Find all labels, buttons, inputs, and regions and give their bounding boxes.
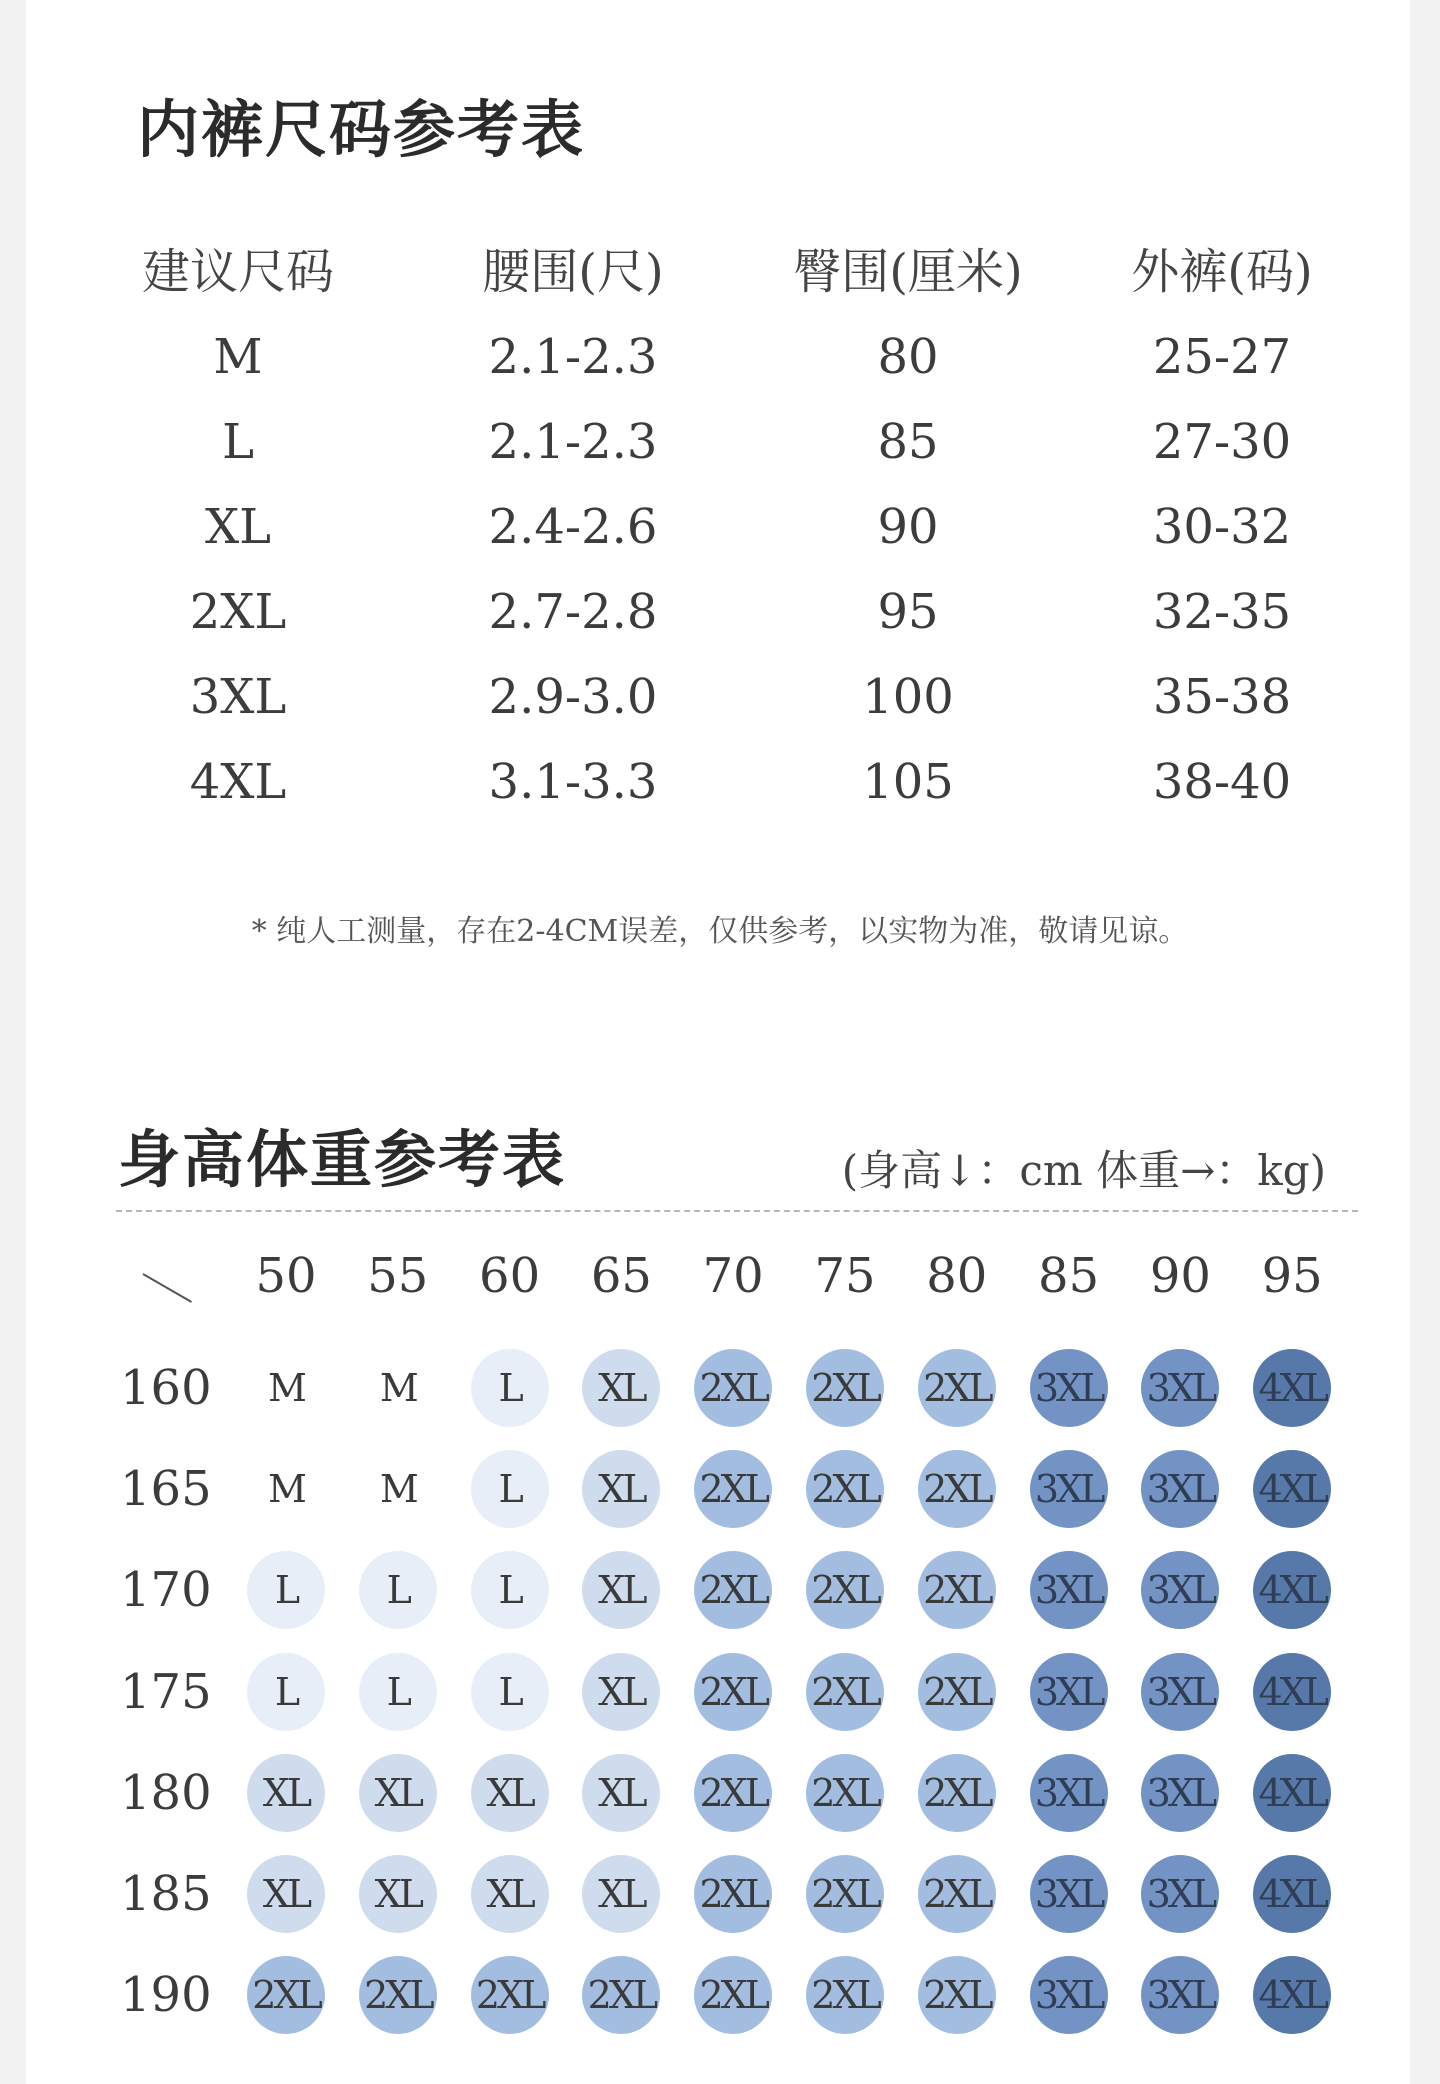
size-table-row bbox=[0, 750, 1440, 835]
header-size: 建议尺码 bbox=[141, 244, 334, 300]
height-label: 165 bbox=[120, 1461, 212, 1518]
size-cell: XL bbox=[204, 499, 272, 555]
header-pants: 外裤(码) bbox=[1131, 244, 1313, 300]
size-chip: 2XL bbox=[694, 1551, 772, 1629]
size-chip: XL bbox=[582, 1653, 660, 1731]
size-chip: 2XL bbox=[359, 1956, 437, 2034]
size-chip: 4XL bbox=[1253, 1653, 1331, 1731]
size-chip: 3XL bbox=[1141, 1754, 1219, 1832]
size-chip: L bbox=[247, 1653, 325, 1731]
size-chip: M bbox=[268, 1467, 304, 1512]
size-chip: XL bbox=[247, 1855, 325, 1933]
size-table-row bbox=[0, 665, 1440, 750]
weight-header: 80 bbox=[926, 1248, 988, 1304]
size-table-row bbox=[0, 495, 1440, 580]
size-chip: XL bbox=[247, 1754, 325, 1832]
size-chip: XL bbox=[471, 1754, 549, 1832]
weight-header: 75 bbox=[814, 1248, 876, 1304]
height-label: 170 bbox=[120, 1562, 212, 1619]
dashed-divider bbox=[116, 1210, 1358, 1212]
size-chip: 3XL bbox=[1141, 1349, 1219, 1427]
size-chip: 3XL bbox=[1030, 1349, 1108, 1427]
size-chip: L bbox=[359, 1653, 437, 1731]
size-chip: 2XL bbox=[806, 1754, 884, 1832]
size-chip: 2XL bbox=[694, 1956, 772, 2034]
size-chip: XL bbox=[582, 1754, 660, 1832]
size-chip: XL bbox=[359, 1754, 437, 1832]
size-chip: M bbox=[379, 1467, 416, 1512]
hip-cell: 90 bbox=[877, 499, 939, 555]
size-chip: 4XL bbox=[1253, 1754, 1331, 1832]
weight-header: 70 bbox=[702, 1248, 764, 1304]
waist-cell: 2.9-3.0 bbox=[488, 669, 658, 725]
size-chip: XL bbox=[582, 1349, 660, 1427]
underwear-chart-title: 内裤尺码参考表 bbox=[137, 93, 586, 166]
size-chip: 3XL bbox=[1030, 1855, 1108, 1933]
size-chip: 2XL bbox=[694, 1450, 772, 1528]
weight-header: 65 bbox=[590, 1248, 652, 1304]
pants-cell: 30-32 bbox=[1152, 499, 1292, 555]
size-chip: 4XL bbox=[1253, 1855, 1331, 1933]
size-chip: 2XL bbox=[918, 1551, 996, 1629]
units-label: (身高↓：cm 体重→：kg) bbox=[841, 1146, 1326, 1195]
size-chip: 3XL bbox=[1030, 1754, 1108, 1832]
size-table-row bbox=[0, 325, 1440, 410]
weight-header: 85 bbox=[1038, 1248, 1100, 1304]
size-chip: 3XL bbox=[1030, 1551, 1108, 1629]
size-chip: 2XL bbox=[806, 1551, 884, 1629]
pants-cell: 32-35 bbox=[1152, 584, 1292, 640]
size-chip: 2XL bbox=[694, 1855, 772, 1933]
size-chip: 2XL bbox=[694, 1754, 772, 1832]
size-cell: M bbox=[213, 329, 263, 385]
size-chip: 2XL bbox=[918, 1349, 996, 1427]
header-hip: 臀围(厘米) bbox=[793, 244, 1023, 300]
size-chip: 3XL bbox=[1030, 1956, 1108, 2034]
size-chip: 2XL bbox=[694, 1653, 772, 1731]
size-chip: L bbox=[471, 1551, 549, 1629]
waist-cell: 2.1-2.3 bbox=[488, 414, 658, 470]
size-chip: 4XL bbox=[1253, 1956, 1331, 2034]
size-table-header bbox=[0, 240, 1440, 325]
size-chip: 2XL bbox=[582, 1956, 660, 2034]
size-chip: L bbox=[471, 1450, 549, 1528]
size-cell: L bbox=[222, 414, 254, 470]
size-chip: 3XL bbox=[1141, 1551, 1219, 1629]
size-chip: 2XL bbox=[806, 1450, 884, 1528]
size-chip: 3XL bbox=[1030, 1653, 1108, 1731]
weight-header: 55 bbox=[367, 1248, 429, 1304]
pants-cell: 35-38 bbox=[1152, 669, 1292, 725]
size-cell: 3XL bbox=[189, 669, 287, 725]
height-label: 180 bbox=[120, 1764, 212, 1821]
height-weight-chart-title: 身高体重参考表 bbox=[118, 1123, 567, 1196]
size-chip: 2XL bbox=[806, 1653, 884, 1731]
size-chip: 2XL bbox=[806, 1956, 884, 2034]
hip-cell: 95 bbox=[877, 584, 939, 640]
waist-cell: 2.4-2.6 bbox=[488, 499, 658, 555]
weight-header: 60 bbox=[479, 1248, 541, 1304]
waist-cell: 2.1-2.3 bbox=[488, 329, 658, 385]
size-chip: XL bbox=[582, 1450, 660, 1528]
size-chip: 3XL bbox=[1141, 1956, 1219, 2034]
size-chip: 3XL bbox=[1141, 1653, 1219, 1731]
underwear-size-table bbox=[0, 240, 1440, 835]
size-chip: M bbox=[379, 1366, 416, 1410]
height-label: 185 bbox=[120, 1866, 212, 1922]
size-chip: 4XL bbox=[1253, 1349, 1331, 1427]
measurement-note: * 纯人工测量，存在2-4CM误差，仅供参考，以实物为准，敬请见谅。 bbox=[251, 914, 1189, 949]
size-chip: 2XL bbox=[918, 1450, 996, 1528]
waist-cell: 3.1-3.3 bbox=[488, 754, 658, 810]
size-chip: 2XL bbox=[247, 1956, 325, 2034]
height-label: 160 bbox=[120, 1360, 212, 1416]
size-chip: M bbox=[268, 1366, 304, 1410]
hip-cell: 85 bbox=[877, 414, 939, 470]
hip-cell: 80 bbox=[877, 329, 939, 385]
size-chip: 2XL bbox=[694, 1349, 772, 1427]
size-table-row bbox=[0, 580, 1440, 665]
size-chip: 2XL bbox=[918, 1754, 996, 1832]
size-chip: 2XL bbox=[806, 1349, 884, 1427]
pants-cell: 27-30 bbox=[1152, 414, 1292, 470]
size-chip: L bbox=[359, 1551, 437, 1629]
size-table-row bbox=[0, 410, 1440, 495]
size-cell: 4XL bbox=[189, 754, 287, 810]
size-chip: 3XL bbox=[1141, 1450, 1219, 1528]
size-chip: 3XL bbox=[1030, 1450, 1108, 1528]
size-chip: 2XL bbox=[918, 1653, 996, 1731]
height-label: 190 bbox=[120, 1967, 212, 2024]
size-chip: 4XL bbox=[1253, 1450, 1331, 1528]
size-chip: L bbox=[471, 1349, 549, 1427]
size-cell: 2XL bbox=[189, 584, 287, 640]
hip-cell: 100 bbox=[862, 669, 954, 725]
size-chip: 2XL bbox=[806, 1855, 884, 1933]
size-chip: 2XL bbox=[918, 1855, 996, 1933]
size-chip: XL bbox=[582, 1551, 660, 1629]
pants-cell: 38-40 bbox=[1152, 754, 1292, 810]
waist-cell: 2.7-2.8 bbox=[488, 584, 658, 640]
pants-cell: 25-27 bbox=[1152, 329, 1292, 385]
size-chip: XL bbox=[359, 1855, 437, 1933]
hip-cell: 105 bbox=[862, 754, 954, 810]
weight-header: 90 bbox=[1149, 1248, 1211, 1304]
size-chip: 4XL bbox=[1253, 1551, 1331, 1629]
size-chip: XL bbox=[582, 1855, 660, 1933]
size-chip: 3XL bbox=[1141, 1855, 1219, 1933]
weight-header: 95 bbox=[1261, 1248, 1323, 1304]
size-chip: 2XL bbox=[471, 1956, 549, 2034]
header-waist: 腰围(尺) bbox=[482, 244, 664, 300]
size-chip: L bbox=[471, 1653, 549, 1731]
size-chip: XL bbox=[471, 1855, 549, 1933]
weight-header: 50 bbox=[255, 1248, 317, 1304]
size-chip: L bbox=[247, 1551, 325, 1629]
height-label: 175 bbox=[120, 1663, 212, 1720]
size-chip: 2XL bbox=[918, 1956, 996, 2034]
